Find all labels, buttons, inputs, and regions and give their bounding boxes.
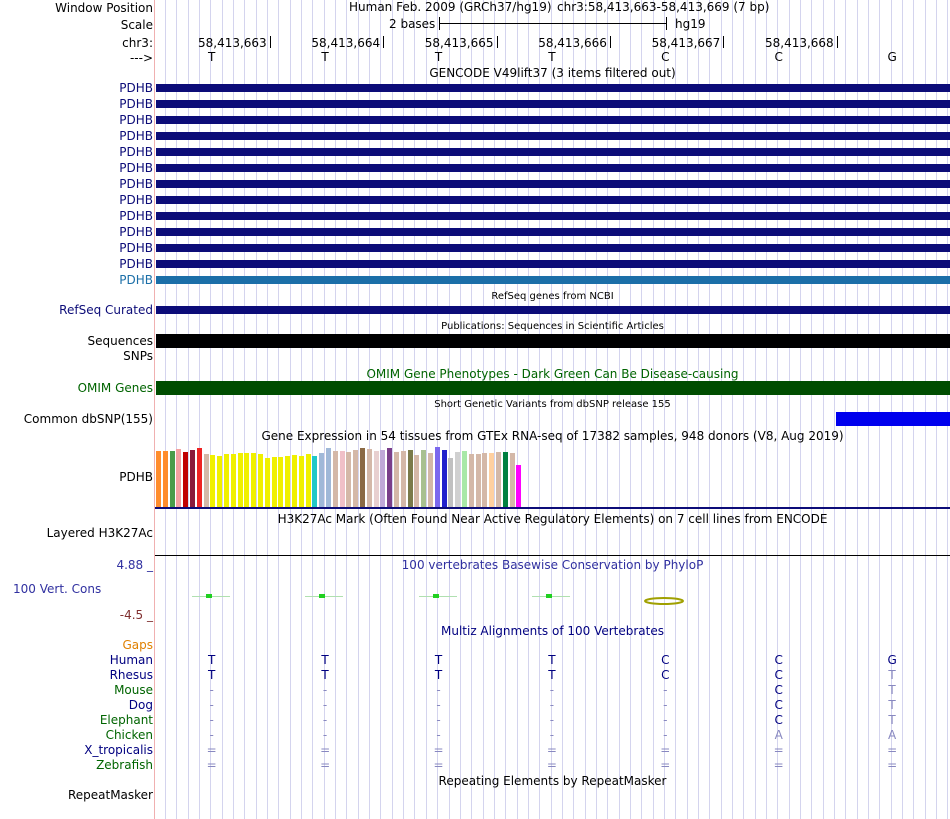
multiz-base: - [436, 728, 441, 742]
gtex-tissue-bar[interactable] [299, 456, 304, 507]
chrom-label: chr3: [122, 36, 153, 50]
coordinate-label: 58,413,667 [651, 36, 721, 50]
multiz-base: T [548, 653, 556, 667]
gencode-transcript-label[interactable]: PDHB [119, 145, 153, 159]
gtex-tissue-bar[interactable] [210, 455, 215, 507]
multiz-track-title[interactable]: Multiz Alignments of 100 Vertebrates [440, 624, 665, 638]
reference-base: T [434, 50, 443, 64]
multiz-base: C [661, 668, 670, 682]
multiz-base: C [774, 653, 783, 667]
gencode-track-title[interactable]: GENCODE V49lift37 (3 items filtered out) [429, 66, 676, 80]
scale-bar [439, 23, 666, 24]
multiz-base: - [322, 698, 328, 712]
coordinate-label: 58,413,665 [424, 36, 494, 50]
coordinate-label: 58,413,666 [538, 36, 607, 50]
multiz-base: T [888, 713, 896, 727]
multiz-species-label[interactable]: Chicken [105, 728, 153, 742]
gtex-tissue-bar[interactable] [340, 451, 345, 507]
gtex-tissue-bar[interactable] [387, 448, 392, 507]
scale-bar-right-tick [666, 17, 667, 30]
snps-label[interactable]: SNPs [123, 349, 153, 363]
multiz-base: - [549, 698, 555, 712]
gtex-tissue-bar[interactable] [251, 453, 256, 507]
gtex-tissue-bar[interactable] [258, 454, 263, 507]
omim-track-title[interactable]: OMIM Gene Phenotypes - Dark Green Can Be Disease-causing [366, 367, 739, 381]
gtex-tissue-bar[interactable] [394, 452, 399, 507]
gtex-gene-label[interactable]: PDHB [119, 470, 153, 484]
gtex-tissue-bar[interactable] [319, 453, 324, 507]
gtex-expression-barchart[interactable] [156, 444, 556, 507]
refseq-track-title[interactable]: RefSeq genes from NCBI [491, 291, 614, 302]
gencode-transcript-bar[interactable] [156, 148, 950, 156]
gtex-baseline [155, 507, 950, 509]
gencode-transcript-bar[interactable] [156, 100, 950, 108]
multiz-base: C [774, 668, 783, 682]
gencode-transcript-label[interactable]: PDHB [119, 193, 153, 207]
reference-base: G [887, 50, 897, 64]
multiz-base: C [774, 698, 783, 712]
multiz-base: C [774, 713, 783, 727]
coordinate-tick [837, 36, 838, 48]
sequences-label[interactable]: Sequences [87, 334, 153, 348]
coordinate-tick [497, 36, 498, 48]
multiz-base: T [321, 653, 329, 667]
gtex-tissue-bar[interactable] [367, 449, 372, 507]
gencode-transcript-bar[interactable] [156, 260, 950, 268]
multiz-base: = [206, 758, 217, 772]
multiz-base: - [436, 698, 441, 712]
gtex-tissue-bar[interactable] [170, 451, 175, 507]
gtex-tissue-bar[interactable] [435, 447, 440, 507]
gtex-tissue-bar[interactable] [346, 452, 351, 507]
gtex-tissue-bar[interactable] [231, 454, 236, 507]
gtex-tissue-bar[interactable] [265, 458, 270, 507]
gtex-tissue-bar[interactable] [217, 456, 222, 507]
gtex-tissue-bar[interactable] [238, 453, 243, 507]
multiz-base: - [322, 683, 328, 697]
refseq-gene-bar[interactable] [156, 306, 950, 314]
multiz-base: - [549, 728, 555, 742]
multiz-base: = [433, 758, 444, 772]
gencode-transcript-bar[interactable] [156, 212, 950, 220]
coordinate-label: 58,413,668 [764, 36, 834, 50]
coordinate-tick [610, 36, 611, 48]
strand-label: ---> [129, 51, 153, 65]
multiz-species-label[interactable]: Dog [128, 698, 153, 712]
h3k27ac-label[interactable]: Layered H3K27Ac [46, 526, 153, 540]
gencode-transcript-label[interactable]: PDHB [119, 161, 153, 175]
scale-bar-left-tick [439, 17, 440, 30]
gencode-transcript-bar[interactable] [156, 180, 950, 188]
gtex-tissue-bar[interactable] [285, 456, 290, 507]
gtex-tissue-bar[interactable] [353, 450, 358, 507]
multiz-base: - [209, 728, 214, 742]
refseq-label[interactable]: RefSeq Curated [59, 303, 153, 317]
multiz-base: - [209, 683, 214, 697]
gencode-transcript-label[interactable]: PDHB [119, 257, 153, 271]
gtex-tissue-bar[interactable] [462, 451, 467, 507]
gencode-transcript-label[interactable]: PDHB [119, 81, 153, 95]
phylop-label[interactable]: 100 Vert. Cons [13, 582, 102, 596]
reference-base: C [774, 50, 783, 64]
coordinate-tick [723, 36, 724, 48]
phylop-score-mark [546, 594, 552, 598]
multiz-base: G [887, 653, 897, 667]
gtex-tissue-bar[interactable] [156, 451, 161, 507]
coordinate-tick [270, 36, 271, 48]
multiz-base: - [663, 683, 668, 697]
multiz-base: = [320, 743, 331, 757]
gaps-label[interactable]: Gaps [122, 638, 153, 652]
gtex-tissue-bar[interactable] [408, 450, 413, 507]
multiz-species-label[interactable]: Human [109, 653, 153, 667]
gtex-tissue-bar[interactable] [428, 453, 433, 507]
gencode-transcript-label[interactable]: PDHB [119, 209, 153, 223]
multiz-base: - [663, 713, 668, 727]
gtex-tissue-bar[interactable] [489, 453, 494, 507]
dbsnp-label[interactable]: Common dbSNP(155) [23, 412, 153, 426]
phylop-score-mark [206, 594, 212, 598]
reference-base: C [661, 50, 670, 64]
multiz-base: = [773, 743, 784, 757]
gtex-tissue-bar[interactable] [306, 454, 311, 507]
scale-db: hg19 [675, 17, 706, 31]
gencode-transcript-bar[interactable] [156, 244, 950, 252]
multiz-base: T [321, 668, 329, 682]
gencode-transcript-bar[interactable] [156, 116, 950, 124]
position-text[interactable]: chr3:58,413,663-58,413,669 (7 bp) [557, 0, 770, 14]
gtex-tissue-bar[interactable] [204, 454, 209, 507]
multiz-base: = [887, 743, 898, 757]
gtex-tissue-bar[interactable] [476, 454, 481, 507]
multiz-base: T [888, 683, 896, 697]
multiz-species-label[interactable]: Elephant [99, 713, 153, 727]
gtex-tissue-bar[interactable] [374, 451, 379, 507]
multiz-base: = [546, 743, 557, 757]
gtex-tissue-bar[interactable] [190, 450, 195, 507]
multiz-base: = [660, 758, 671, 772]
gtex-tissue-bar[interactable] [469, 454, 474, 507]
omim-label[interactable]: OMIM Genes [77, 381, 153, 395]
multiz-base: = [320, 758, 331, 772]
phylop-score-mark [433, 594, 439, 598]
multiz-base: = [206, 743, 217, 757]
gtex-tissue-bar[interactable] [326, 448, 331, 507]
gencode-transcript-label[interactable]: PDHB [119, 129, 153, 143]
phylop-score-mark [319, 594, 325, 598]
multiz-base: - [549, 713, 555, 727]
coordinate-label: 58,413,664 [311, 36, 381, 50]
gtex-tissue-bar[interactable] [176, 449, 181, 507]
multiz-base: - [436, 713, 441, 727]
gtex-tissue-bar[interactable] [360, 448, 365, 507]
multiz-base: - [549, 683, 555, 697]
gtex-tissue-bar[interactable] [380, 450, 385, 507]
multiz-base: T [888, 698, 896, 712]
dbsnp-variant-bar[interactable] [836, 412, 950, 426]
dbsnp-track-title[interactable]: Short Genetic Variants from dbSNP release 155 [434, 399, 671, 410]
phylop-negative-marker [642, 594, 686, 608]
publications-track-title[interactable]: Publications: Sequences in Scientific Articles [441, 321, 664, 332]
gtex-tissue-bar[interactable] [224, 454, 229, 507]
multiz-species-label[interactable]: Zebrafish [96, 758, 153, 772]
omim-phenotype-bar[interactable] [156, 381, 950, 395]
multiz-base: - [322, 728, 328, 742]
multiz-base: C [661, 653, 670, 667]
gtex-tissue-bar[interactable] [503, 452, 508, 507]
gtex-tissue-bar[interactable] [421, 450, 426, 507]
gencode-transcript-label[interactable]: PDHB [119, 113, 153, 127]
gencode-transcript-label[interactable]: PDHB [119, 97, 153, 111]
multiz-base: C [774, 683, 783, 697]
gtex-track-title[interactable]: Gene Expression in 54 tissues from GTEx RNA-seq of 17382 samples, 948 donors (V8, Aug 2019) [261, 429, 844, 443]
multiz-base: - [663, 698, 668, 712]
reference-base: T [321, 50, 329, 64]
repeatmasker-label[interactable]: RepeatMasker [67, 788, 153, 802]
assembly-text[interactable]: Human Feb. 2009 (GRCh37/hg19) [349, 0, 552, 14]
gtex-tissue-bar[interactable] [278, 457, 283, 507]
coordinate-label: 58,413,663 [197, 36, 267, 50]
phylop-max-label: 4.88 _ [116, 558, 153, 572]
multiz-species-label[interactable]: Rhesus [109, 668, 153, 682]
multiz-base: T [888, 668, 896, 682]
phylop-track-title[interactable]: 100 vertebrates Basewise Conservation by PhyloP [401, 558, 704, 572]
gtex-tissue-bar[interactable] [516, 465, 521, 507]
gencode-transcript-bar[interactable] [156, 84, 950, 92]
multiz-base: = [773, 758, 784, 772]
multiz-base: T [434, 653, 443, 667]
h3k27ac-track-title[interactable]: H3K27Ac Mark (Often Found Near Active Regulatory Elements) on 7 cell lines from ENCODE [277, 512, 828, 526]
gtex-tissue-bar[interactable] [163, 451, 168, 507]
gencode-transcript-label[interactable]: PDHB [119, 225, 153, 239]
multiz-base: = [546, 758, 557, 772]
multiz-base: = [887, 758, 898, 772]
scale-text: 2 bases [389, 17, 436, 31]
multiz-base: T [208, 668, 216, 682]
multiz-base: - [322, 713, 328, 727]
phylop-min-label: -4.5 _ [119, 608, 153, 622]
multiz-base: - [436, 683, 441, 697]
repeatmasker-track-title[interactable]: Repeating Elements by RepeatMasker [438, 774, 667, 788]
gtex-tissue-bar[interactable] [197, 448, 202, 507]
gencode-transcript-bar[interactable] [156, 132, 950, 140]
multiz-base: = [660, 743, 671, 757]
coordinate-tick [383, 36, 384, 48]
gencode-transcript-label[interactable]: PDHB [119, 177, 153, 191]
multiz-base: T [434, 668, 443, 682]
gtex-tissue-bar[interactable] [333, 451, 338, 507]
gtex-tissue-bar[interactable] [414, 455, 419, 507]
reference-base: T [548, 50, 556, 64]
multiz-base: - [209, 698, 214, 712]
gtex-tissue-bar[interactable] [510, 453, 515, 507]
multiz-base: A [774, 728, 783, 742]
gtex-tissue-bar[interactable] [183, 452, 188, 507]
h3k27ac-baseline [155, 555, 950, 556]
gtex-tissue-bar[interactable] [272, 457, 277, 507]
gencode-transcript-bar[interactable] [156, 196, 950, 204]
multiz-species-label[interactable]: X_tropicalis [84, 743, 153, 757]
gencode-transcript-label[interactable]: PDHB [119, 241, 153, 255]
gtex-tissue-bar[interactable] [482, 453, 487, 507]
multiz-base: - [209, 713, 214, 727]
gencode-transcript-bar[interactable] [156, 276, 950, 284]
gtex-tissue-bar[interactable] [401, 451, 406, 507]
gtex-tissue-bar[interactable] [448, 458, 453, 507]
gtex-tissue-bar[interactable] [496, 452, 501, 507]
gtex-tissue-bar[interactable] [455, 452, 460, 507]
publication-sequence-bar[interactable] [156, 334, 950, 348]
scale-label: Scale [120, 18, 153, 32]
multiz-base: T [208, 653, 216, 667]
gtex-tissue-bar[interactable] [312, 456, 317, 507]
reference-base: T [208, 50, 216, 64]
gencode-transcript-bar[interactable] [156, 164, 950, 172]
gtex-tissue-bar[interactable] [244, 453, 249, 507]
multiz-base: A [887, 728, 897, 742]
gtex-tissue-bar[interactable] [442, 450, 447, 507]
gencode-transcript-bar[interactable] [156, 228, 950, 236]
multiz-base: = [433, 743, 444, 757]
multiz-base: - [663, 728, 668, 742]
gtex-tissue-bar[interactable] [292, 455, 297, 507]
multiz-species-label[interactable]: Mouse [114, 683, 153, 697]
gencode-transcript-label[interactable]: PDHB [119, 273, 153, 287]
window-position-label: Window Position [55, 1, 153, 15]
multiz-base: T [548, 668, 556, 682]
